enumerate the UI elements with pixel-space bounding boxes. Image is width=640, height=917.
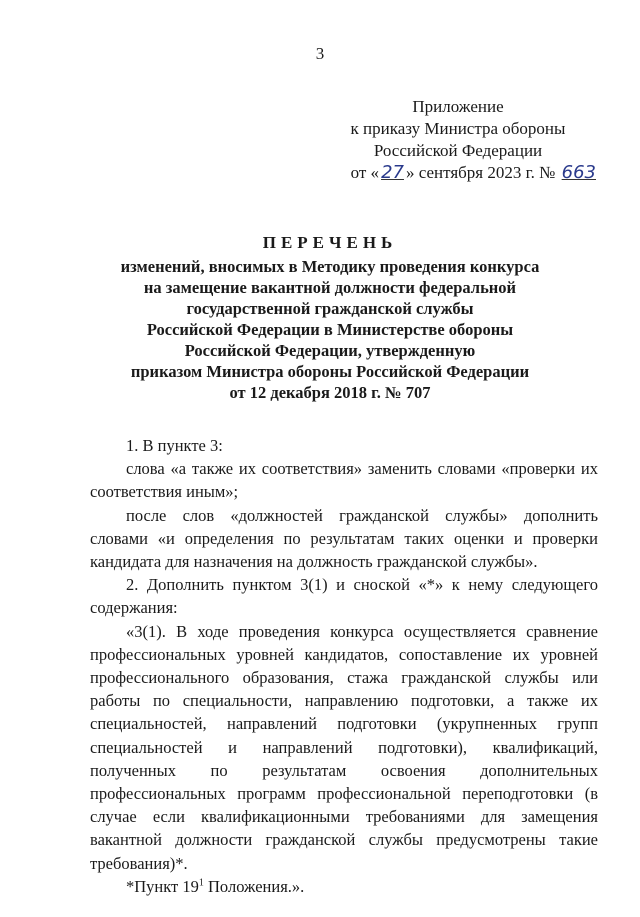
footnote-superscript: 1 <box>198 877 204 889</box>
title-line: изменений, вносимых в Методику проведения конкурса <box>120 257 540 276</box>
paragraph-replace-words: слова «а также их соответствия» заменить словами «проверки их соответствия иным»; <box>90 459 598 502</box>
title-line: от 12 декабря 2018 г. № 707 <box>229 383 431 402</box>
appendix-date-line <box>318 162 598 184</box>
appendix-country: Российской Федерации <box>373 141 543 160</box>
document-body <box>90 434 598 898</box>
title-line: государственной гражданской службы <box>186 299 474 318</box>
title-heading: ПЕРЕЧЕНЬ <box>262 233 398 252</box>
footnote-suffix: Положения.». <box>203 876 305 896</box>
handwritten-order-number: 663 <box>561 162 596 183</box>
paragraph-footnote <box>90 875 598 898</box>
appendix-header <box>318 96 598 184</box>
page-number: 3 <box>315 44 325 63</box>
paragraph-item-1: 1. В пункте 3: <box>126 436 223 455</box>
title-line: приказом Министра обороны Российской Федерации <box>130 362 530 381</box>
paragraph-supplement-words: после слов «должностей гражданской службы» дополнить словами «и определения по результатам таких оценки и проверки кандидата для назначения на должность гражданской службы». <box>90 505 598 572</box>
appendix-label: Приложение <box>412 97 504 116</box>
title-line: на замещение вакантной должности федеральной <box>143 278 517 297</box>
paragraph-new-clause: «3(1). В ходе проведения конкурса осуществляется сравнение профессиональных уровней кандидатов, сопоставление их уровней профессионального образования, стажа гражданской службы или работы по специальности, направлению подготовки, а также их специальностей, направлений подготовки (укрупненных групп специальностей и направлений подготовки), квалификаций, полученных по результатам освоения дополнительных профессиональных программ профессиональной переподготовки (в случае если квалификационными требованиями для замещения вакантной должности гражданской службы предусмотрены такие требования)*. <box>90 621 598 873</box>
document-title <box>60 232 600 403</box>
paragraph-item-2: 2. Дополнить пунктом 3(1) и сноской «*» к нему следующего содержания: <box>90 575 598 618</box>
title-line: Российской Федерации в Министерстве обороны <box>146 320 514 339</box>
handwritten-day: 27 <box>381 162 404 183</box>
date-middle: » сентября 2023 г. № <box>405 163 556 182</box>
date-prefix: от « <box>350 163 380 182</box>
title-line: Российской Федерации, утвержденную <box>184 341 476 360</box>
appendix-order-ref: к приказу Министра обороны <box>350 119 566 138</box>
footnote-prefix: *Пункт 19 <box>126 876 199 896</box>
